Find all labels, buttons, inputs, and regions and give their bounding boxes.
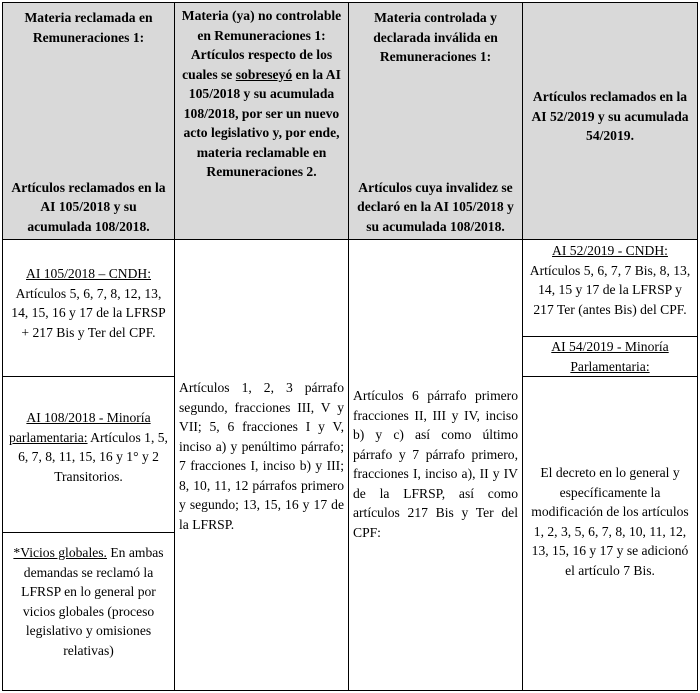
header-col2-text bbox=[179, 6, 344, 182]
header-col1-bottom: Artículos reclamados en la AI 105/2018 y su acumulada 108/2018. bbox=[11, 179, 166, 234]
col1-vicios-text: En ambas demandas se reclamó la LFRSP en lo general por vicios globales (proceso legislativo y omisiones relativas) bbox=[21, 545, 164, 658]
col2-body-cell bbox=[174, 239, 349, 691]
header-col1-top: Materia reclamada en Remuneraciones 1: bbox=[24, 10, 153, 45]
col4-ai52-cell bbox=[522, 239, 698, 337]
col4-ai54-cell bbox=[522, 376, 698, 691]
header-col3 bbox=[348, 2, 523, 240]
col1-ai105-text: Artículos 5, 6, 7, 8, 12, 13, 14, 15, 16 y 17 de la LFRSP + 217 Bis y Ter del CPF. bbox=[11, 285, 166, 340]
header-col2-underlined-word: sobreseyó bbox=[235, 66, 293, 82]
header-col3-top: Materia controlada y declarada inválida en Remuneraciones 1: bbox=[373, 10, 498, 64]
col1-ai105-title: AI 105/2018 – CNDH: bbox=[26, 266, 151, 281]
header-col2-line2-pre: Artículos respecto de los cuales se bbox=[182, 47, 333, 82]
col2-text: Artículos 1, 2, 3 párrafo segundo, fracciones III, V y VII; 5, 6 fracciones I y V, inciso a) y penúltimo párrafo; 7 fracciones I, inciso b) y III; 8, 10, 11, 12 párrafos primero y segundo; 13, 15, 16 y 17 de la LFRSP. bbox=[179, 380, 344, 532]
col1-ai108-cell bbox=[2, 376, 175, 533]
header-col1 bbox=[2, 2, 175, 240]
col1-ai108-text: Artículos 1, 5, 6, 7, 8, 11, 15, 16 y 1° y 2 Transitorios. bbox=[18, 429, 168, 484]
col1-ai105-cell bbox=[2, 239, 175, 377]
col4-ai52-title: AI 52/2019 - CNDH: bbox=[552, 243, 668, 258]
col4-ai54-text: El decreto en lo general y específicamente la modificación de los artículos 1, 2, 3, 5, 6, 7, 8, 10, 11, 12, 13, 15, 16 y 17 y se adicionó el artículo 7 Bis. bbox=[531, 465, 689, 578]
header-col3-bottom: Artículos cuya invalidez se declaró en la AI 105/2018 y su acumulada 108/2018. bbox=[357, 179, 514, 234]
header-col2-line1: Materia (ya) no controlable en Remuneraciones 1: bbox=[181, 8, 342, 43]
header-col2 bbox=[174, 2, 349, 240]
col1-vicios-cell bbox=[2, 532, 175, 691]
header-col2-line2-post: en la AI 105/2018 y su acumulada 108/2018, por ser un nuevo acto legislativo y, por ende, materia reclamable en Remuneraciones 2. bbox=[183, 66, 341, 179]
col1-vicios-title: *Vicios globales. bbox=[13, 545, 107, 560]
col3-text: Artículos 6 párrafo primero fracciones II, III y IV, inciso b) y c) así como último párrafo y 7 párrafo primero, fracciones I, inciso a), II y IV de la LFRSP, así como artículos 217 Bis y Ter del CPF: bbox=[353, 388, 518, 540]
col4-ai52-text: Artículos 5, 6, 7, 7 Bis, 8, 13, 14, 15 y 17 de la LFRSP y 217 Ter (antes Bis) del CPF. bbox=[529, 262, 691, 317]
header-col4 bbox=[522, 2, 698, 240]
header-col4-text: Artículos reclamados en la AI 52/2019 y su acumulada 54/2019. bbox=[531, 89, 689, 143]
col1-ai108-title: AI 108/2018 - Minoría parlamentaria: bbox=[9, 410, 151, 445]
col4-ai54-title-cell bbox=[522, 336, 698, 377]
col4-ai54-title: AI 54/2019 - Minoría Parlamentaria: bbox=[551, 339, 669, 374]
col3-body-cell bbox=[348, 239, 523, 691]
